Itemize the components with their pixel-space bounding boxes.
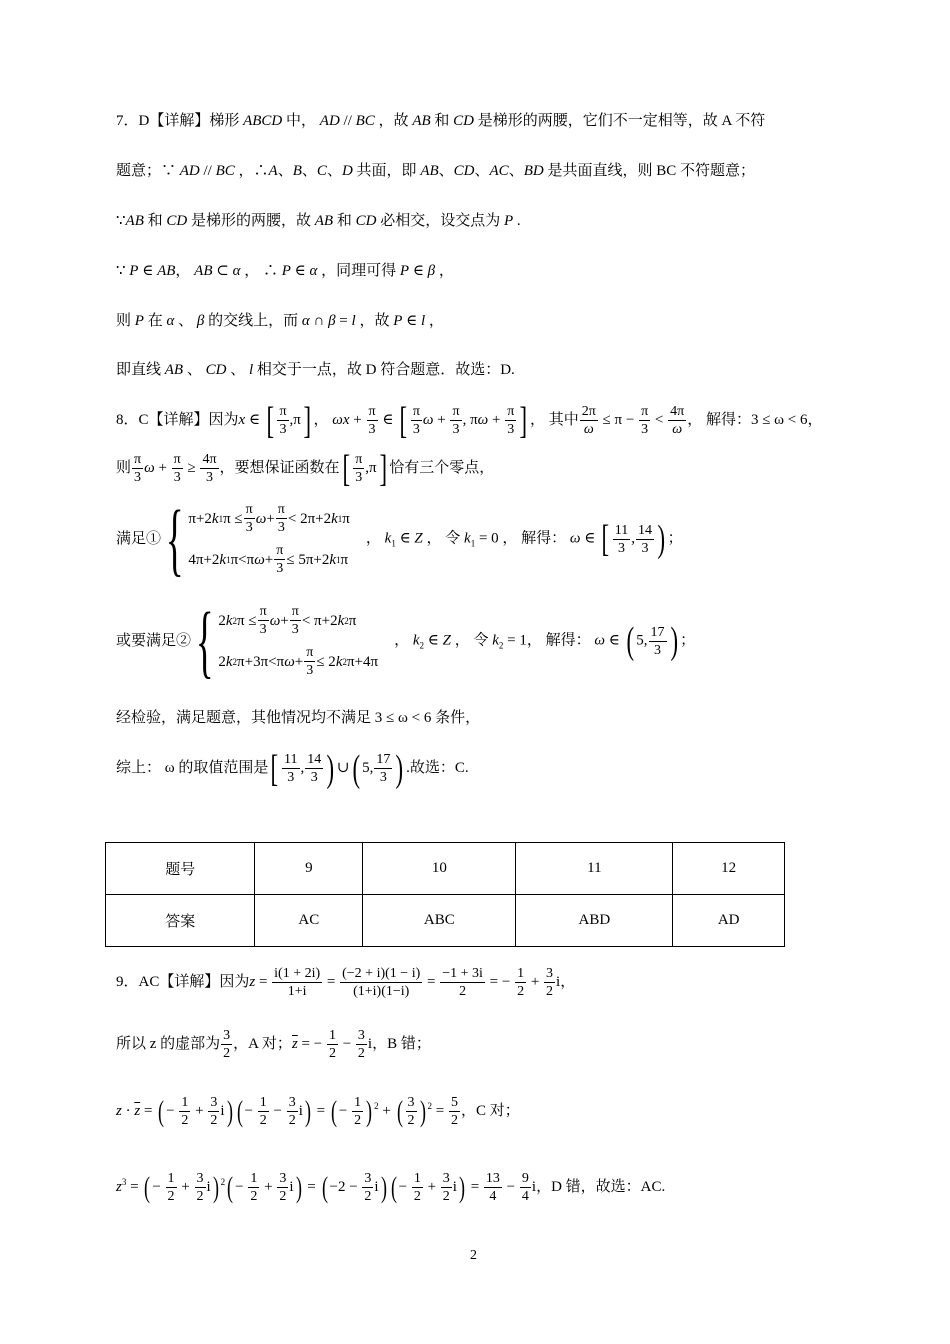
table-cell: 12 — [673, 843, 785, 895]
q8-then: 则 — [116, 460, 132, 476]
q7-line-5: 则 P 在 α 、 β 的交线上，而 α ∩ β = l ，故 P ∈ l ， — [116, 313, 444, 329]
q9-line2-b: ，B 错； — [372, 1036, 431, 1052]
q8-line-1: 8．C【详解】因为x ∈ [ $\frac{\pi}{3}$ ,π] ， ωx + $\frac{\pi}{3}$ ∈ [ $\frac{\pi}{3}$ ω + $\frac{\pi}{3}$ , πω + $\frac{\pi}{3}$ ] ， 其中 $\frac{2\pi}{\omega}$ ≤ π − $\frac{\pi}{3}$ < $\frac{4\pi}{\omega}$ ， 解得：3 ≤ ω < 6， — [116, 399, 823, 442]
q9-line-4: $z^3$ = ( − $\frac{1}{2}$ + $\frac{3}{2}$ i) $^2$( − $\frac{1}{2}$ + $\frac{3}{2}$ i) = ( −2 − $\frac{3}{2}$ i) ( − $\frac{1}{2}$ + $\frac{3}{2}$ i) = $\frac{13}{4}$ − $\frac{9}{4}$ i，D 错，故选：AC. — [116, 1170, 666, 1205]
q7-line-4: ∵ P ∈ AB， AB ⊂ α ， ∴ P ∈ α ，同理可得 P ∈ β ， — [116, 263, 454, 279]
table-cell: AD — [673, 895, 785, 947]
table-cell: 题号 — [106, 843, 255, 895]
q9-line3-tail: ，C 对； — [461, 1103, 520, 1119]
case2-label: 或要满足② — [116, 633, 192, 649]
q8-cond-text: 其中 — [548, 412, 579, 428]
q7-line-2: 题意；∵ AD // BC ，∴A、B、C、D 共面，即 AB、CD、AC、BD 是共面直线，则 BC 不符题意； — [116, 163, 755, 179]
case1-label: 满足① — [116, 531, 162, 547]
q9-prefix: 9．AC【详解】因为 — [116, 974, 250, 990]
q7-line-6: 即直线 AB 、 CD 、 l 相交于一点，故 D 符合题意．故选：D. — [116, 362, 515, 378]
table-cell: 9 — [255, 843, 363, 895]
answer-table — [105, 842, 785, 947]
q8-three-zeros: 恰有三个零点， — [389, 460, 495, 476]
table-cell: ABD — [516, 895, 673, 947]
q8-case-1: 满足① { π+2 k 1 π ≤ $\frac{\pi}{3}$ ω + $\frac{\pi}{3}$ < 2π+2 k 1 π 4π+2 k 1 π<π ω + $\frac{\pi}{3}$ ≤ 5π+2 k 1 π ， $k_1$ ∈ Z ， 令 $k_1 = 0$ ， 解得： ω ∈ [ $\frac{11}{3}$ , $\frac{14}{3}$ ) ； — [116, 493, 683, 584]
table-cell: 10 — [363, 843, 516, 895]
q8-summary: 综上： ω 的取值范围是[ $\frac{11}{3}$ , $\frac{14}{3}$ ) ∪( 5, $\frac{17}{3}$ ) .故选：C. — [116, 747, 469, 790]
q8-case-2: 或要满足② { 2 k 2 π ≤ $\frac{\pi}{3}$ ω + $\frac{\pi}{3}$ < π+2 k 2 π 2 k 2 π+3π<π ω + $\frac{\pi}{3}$ ≤ 2 k 2 π+4π ， $k_2$ ∈ Z ， 令 $k_2 = 1$， 解得： ω ∈ ( 5, $\frac{17}{3}$ ) ； — [116, 595, 696, 686]
answer-table-row — [106, 895, 785, 947]
q8-prefix: 8．C【详解】因为 — [116, 412, 239, 428]
q7-line-3: ∵AB 和 CD 是梯形的两腰，故 AB 和 CD 必相交，设交点为 P . — [116, 213, 521, 229]
q8-ensure: ，要想保证函数在 — [219, 460, 340, 476]
table-cell: 答案 — [106, 895, 255, 947]
q9-line2-a: ，A 对； — [233, 1036, 292, 1052]
q9-line2-prefix: 所以 z 的虚部为 — [116, 1036, 221, 1052]
q9-line-1: 9．AC【详解】因为z = $\frac{i(1 + 2i)}{1+i}$ = $\frac{(-2 + i)(1 - i)}{(1+i)(1-i)}$ = $\frac{-1 + 3i}{2}$ = − $\frac{1}{2}$ + $\frac{3}{2}$ i， — [116, 966, 576, 1000]
table-cell: ABC — [363, 895, 516, 947]
table-cell: AC — [255, 895, 363, 947]
q8-solve-1: 解得：3 ≤ ω < 6， — [705, 412, 823, 428]
q9-line4-tail: ，D 错，故选：AC. — [536, 1179, 666, 1195]
q9-line-2: 所以 z 的虚部为 $\frac{3}{2}$ ，A 对；$\overline{z}$ = − $\frac{1}{2}$ − $\frac{3}{2}$ i，B 错； — [116, 1028, 431, 1062]
page-number: 2 — [470, 1248, 477, 1263]
q7-line-1: 7．D【详解】梯形 ABCD 中， AD // BC ，故 AB 和 CD 是梯形的两腰，它们不一定相等，故 A 不符 — [116, 113, 766, 129]
q8-check: 经检验，满足题意，其他情况均不满足 3 ≤ ω < 6 条件， — [116, 710, 481, 726]
q8-line-2: 则 $\frac{\pi}{3}$ ω + $\frac{\pi}{3}$ ≥ $\frac{4\pi}{3}$ ，要想保证函数在[ $\frac{\pi}{3}$ ,π] 恰有三个零点， — [116, 447, 495, 490]
q9-line-3: $z \cdot \overline{z}$ = ( − $\frac{1}{2}$ + $\frac{3}{2}$ i) ( − $\frac{1}{2}$ − $\frac{3}{2}$ i) = ( − $\frac{1}{2}$ ) $^2$ + ( $\frac{3}{2}$ ) $^2$ = $\frac{5}{2}$ ，C 对； — [116, 1094, 520, 1129]
summary-suffix: .故选：C. — [406, 760, 469, 776]
answer-table-header-row — [106, 843, 785, 895]
table-cell: 11 — [516, 843, 673, 895]
summary-prefix: 综上： ω 的取值范围是 — [116, 760, 269, 776]
